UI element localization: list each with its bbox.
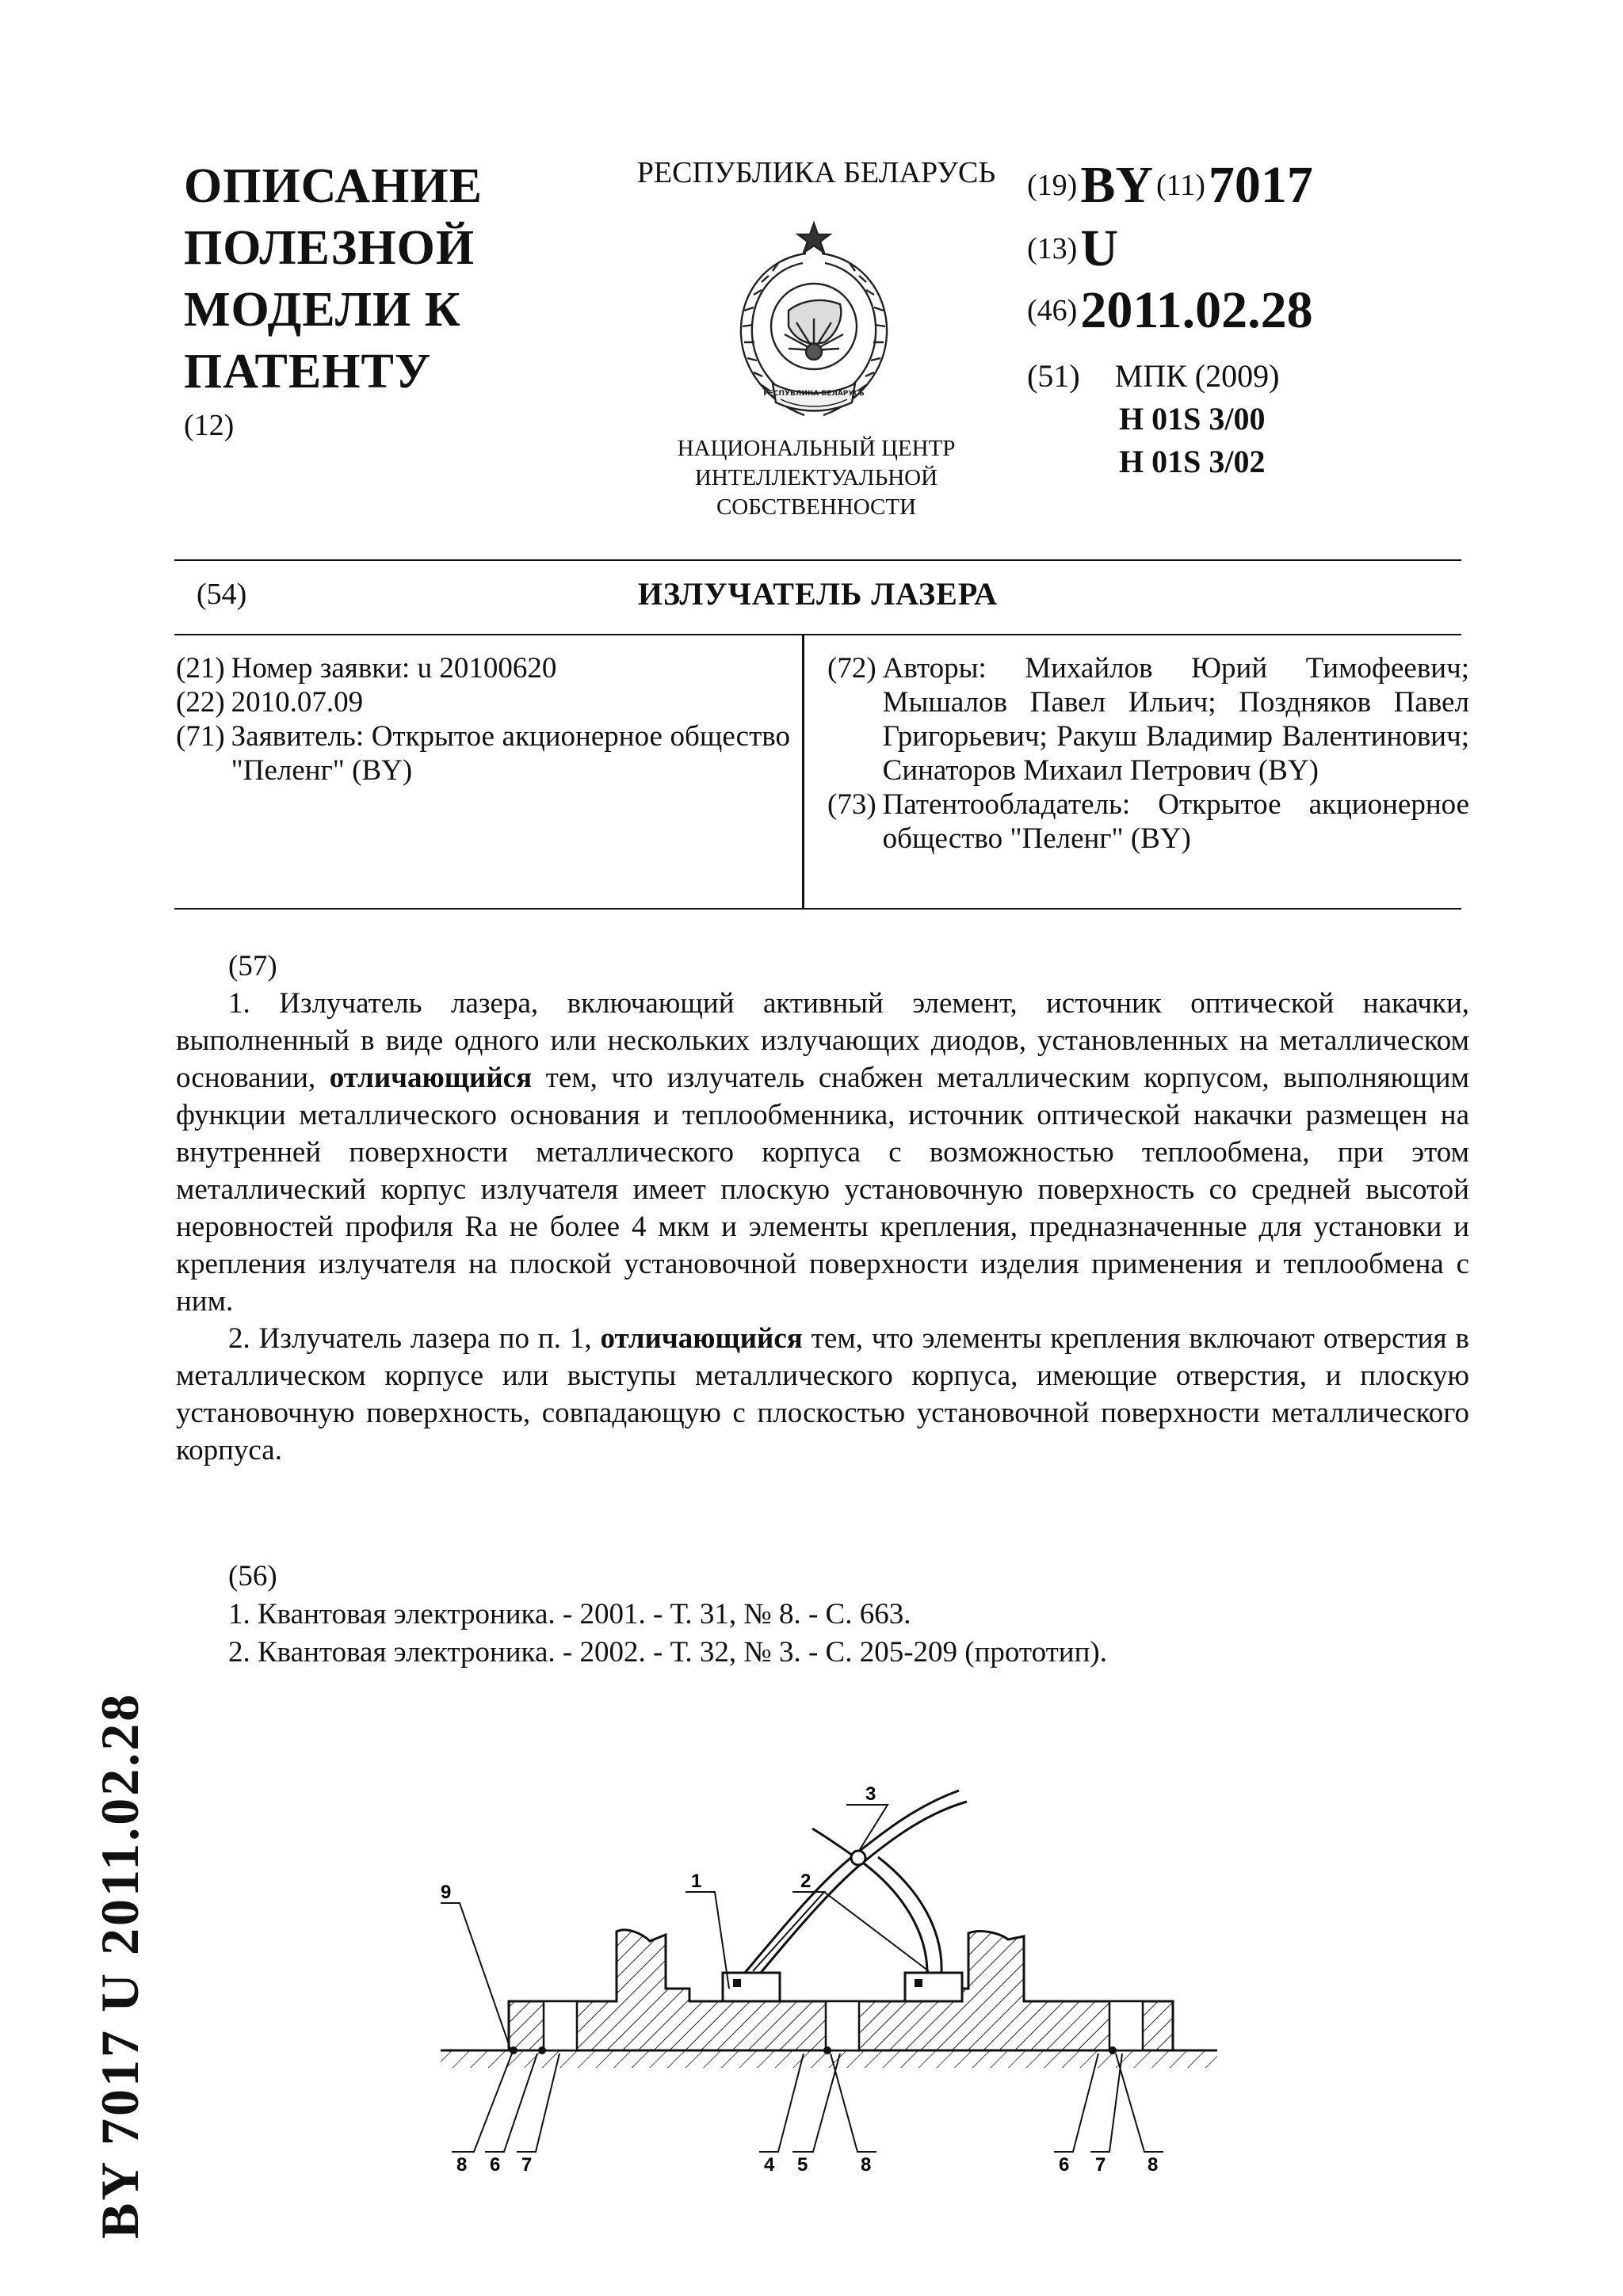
label-8-b: 8 [861,2154,872,2171]
fiber-junction [851,1851,865,1865]
reference-item-2: 2. Квантовая электроника. - 2002. - Т. 32, № 3. - С. 205-209 (прототип). [228,1636,1107,1669]
ipc-label: МПК (2009) [1114,358,1280,394]
center-line-3: СОБСТВЕННОСТИ [716,494,917,520]
label-9: 9 [441,1882,452,1903]
list-item [827,788,1469,856]
reference-item-1: 1. Квантовая электроника. - 2001. - Т. 31, № 8. - С. 663. [228,1598,911,1630]
row-date [1027,280,1534,342]
code-51: (51) [1027,358,1080,394]
label-6-a: 6 [490,2154,501,2171]
mounting-hole-right [1109,2001,1143,2050]
claim-1-bold: отличающийся [329,1062,533,1094]
claim-1-text-a: 1. Излучатель лазера, включающий активный элемент, источник оптической накачки, выполненный в виде одного или нескольких излучающих диодов, установленных на металлическом основании, [176,987,1469,1094]
row-kind [1027,219,1534,280]
fiber-2 [761,1802,967,1973]
claim-1-text-b: тем, что излучатель снабжен металлическим корпусом, выполняющим функции металлического основания и теплообменника, источник оптической накачки размещен на внутренней поверхности металлического корпуса с возможностью теплообмена, при этом металлический корпус излучателя имеет плоскую установочную поверхность со средней высотой неровностей профиля Ra не более 4 мкм и элементы крепления, предназначенные для установки и крепления излучателя на плоской установочной поверхности изделия применения и теплообмена с ним. [176,1062,1469,1318]
divider-top [174,559,1461,561]
utility-model-title-block [184,155,628,444]
side-patent-id: BY 7017 U 2011.02.28 [90,1691,150,2239]
claims-section [176,948,1469,1469]
publication-date: 2011.02.28 [1080,281,1313,339]
bibliographic-data [1027,155,1534,342]
label-8-a: 8 [456,2154,468,2171]
republic-label: РЕСПУБЛИКА БЕЛАРУСЬ [636,156,996,189]
claim-2-text-b: тем, что элементы крепления включают отверстия в металлическом корпусе или выступы металлического корпуса, имеющие отверстия, и плоскую установочную поверхность, совпадающую с плоскостью установочной поверхности металлического корпуса. [176,1322,1469,1466]
mounting-hole-center [826,2001,859,2050]
authors-owner-data [827,651,1469,856]
list-item [176,685,790,719]
application-number: Номер заявки: u 20100620 [231,652,557,685]
label-3: 3 [865,1783,876,1805]
code-13: (13) [1027,232,1078,265]
label-2: 2 [800,1871,812,1892]
claim-1 [176,985,1469,1320]
code-22: (22) [176,686,225,719]
code-11: (11) [1156,169,1205,202]
title-line-4: ПАТЕНТУ [184,345,432,399]
state-emblem-icon [709,215,919,429]
list-item [827,651,1469,788]
diode-left [723,1973,780,2001]
label-7-b: 7 [1095,2154,1106,2171]
title-line-1: ОПИСАНИЕ [184,159,483,213]
country-code: BY [1080,156,1153,214]
ipc-class-1: H 01S 3/00 [1119,401,1266,437]
emblem-ribbon-text: РЕСПУБЛИКА БЕЛАРУСЬ [763,390,865,398]
filing-date: 2010.07.09 [231,686,364,719]
list-item [176,651,790,685]
code-46: (46) [1027,294,1078,327]
patent-owner: Патентообладатель: Открытое акционерное общество "Пеленг" (BY) [882,788,1469,855]
ipc-class-2: H 01S 3/02 [1119,444,1266,479]
fiber-3 [812,1829,927,1973]
code-71: (71) [176,720,225,753]
code-54: (54) [197,578,247,611]
code-19: (19) [1027,169,1078,202]
mounting-hole-left [544,2001,577,2050]
label-1: 1 [691,1871,702,1892]
code-12: (12) [184,409,235,442]
center-line-1: НАЦИОНАЛЬНЫЙ ЦЕНТР [677,436,956,461]
ipc-block [1027,355,1279,483]
diode-right [905,1973,962,2001]
label-4: 4 [764,2154,775,2171]
code-73: (73) [827,788,876,821]
patent-number: 7017 [1208,156,1313,214]
claim-2-text-a: 2. Излучатель лазера по п. 1, [228,1322,601,1355]
title-line-2: ПОЛЕЗНОЙ [184,221,475,275]
label-8-c: 8 [1148,2154,1159,2171]
title-line-3: МОДЕЛИ К [184,283,461,337]
code-57: (57) [228,950,277,982]
row-country-number [1027,155,1534,219]
claim-2-bold: отличающийся [600,1322,803,1355]
claim-2 [176,1320,1469,1469]
laser-emitter-drawing [412,1695,1252,2171]
national-center-label [634,434,999,522]
authors: Авторы: Михайлов Юрий Тимофеевич; Мышалов Павел Ильич; Поздняков Павел Григорьевич; Ракуш Владимир Валентинович; Синаторов Михаил Петрович (BY) [882,652,1469,787]
code-72: (72) [827,652,876,685]
column-divider [802,635,804,908]
code-21: (21) [176,652,225,685]
application-data [176,651,790,788]
list-item [176,719,790,788]
divider-middle [174,634,1461,635]
label-7-a: 7 [521,2154,533,2171]
code-56: (56) [228,1560,277,1592]
divider-bottom [174,908,1461,910]
kind-code: U [1080,219,1118,277]
applicant: Заявитель: Открытое акционерное общество "Пеленг" (BY) [231,720,790,787]
invention-title: ИЗЛУЧАТЕЛЬ ЛАЗЕРА [637,576,999,612]
label-6-b: 6 [1059,2154,1070,2171]
label-5: 5 [797,2154,808,2171]
center-line-2: ИНТЕЛЛЕКТУАЛЬНОЙ [694,465,938,490]
references-section [228,1558,1465,1672]
